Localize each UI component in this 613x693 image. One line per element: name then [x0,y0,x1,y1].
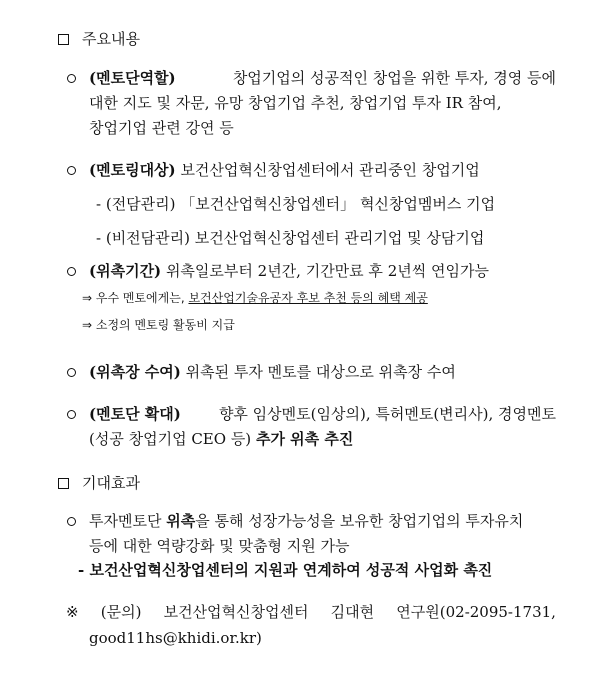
section-checkbox-icon [58,34,69,45]
effects-line1 [89,511,523,531]
certificate-label: (위촉장 수여) [89,363,181,381]
effects-text1b: 을 통해 성장가능성을 보유한 창업기업의 투자유치 [195,512,524,530]
mentor-role-line3: 창업기업 관련 강연 등 [89,119,234,137]
bullet-circle-icon [67,517,76,526]
expansion-line2 [89,429,353,449]
contact-org: 보건산업혁신창업센터 [163,603,309,621]
non-dedicated-management: - (비전담관리) 보건산업혁신창업센터 관리기업 및 상담기업 [96,229,485,247]
benefit-line [82,288,428,308]
contact-email: good11hs@khidi.or.kr) [89,629,262,647]
expansion-label: (멘토단 확대) [89,405,181,423]
expense-line: ⇒ 소정의 멘토링 활동비 지급 [82,318,235,332]
expansion-line1 [89,404,556,424]
term-label: (위촉기간) [89,262,162,280]
effects-line2: 등에 대한 역량강화 및 맞춤형 지원 가능 [89,537,350,555]
contact-phone: 연구원(02-2095-1731, [396,603,556,621]
mentor-role-label: (멘토단역할) [89,69,176,87]
bullet-circle-icon [67,368,76,377]
mentor-role-line2: 대한 지도 및 자문, 유망 창업기업 추천, 창업기업 투자 IR 참여, [89,94,502,112]
expansion-text2: (성공 창업기업 CEO 등) [89,430,252,448]
mentoring-target-text: 보건산업혁신창업센터에서 관리중인 창업기업 [180,161,480,179]
expansion-text1: 향후 임상멘토(임상의), 특허멘토(변리사), 경영멘토 [218,405,556,423]
section-title-effects: 기대효과 [82,474,140,492]
reference-mark-icon: ※ [66,603,79,621]
effects-text1-bold: 위촉 [166,512,196,530]
mentoring-target-line [89,160,480,180]
bullet-circle-icon [67,410,76,419]
benefit-underlined: 보건산업기술유공자 후보 추천 등의 혜택 제공 [188,291,428,305]
effects-line3: - 보건산업혁신창업센터의 지원과 연계하여 성공적 사업화 촉진 [78,561,493,579]
mentor-role-line1 [89,68,556,88]
certificate-line [89,362,456,382]
contact-line [66,602,556,622]
section-checkbox-icon [58,478,69,489]
bullet-circle-icon [67,166,76,175]
contact-label: (문의) [100,603,142,621]
mentoring-target-label: (멘토링대상) [89,161,176,179]
expansion-text2-bold: 추가 위촉 추진 [255,430,354,448]
benefit-prefix: ⇒ 우수 멘토에게는, [82,291,189,305]
bullet-circle-icon [67,267,76,276]
effects-text1a: 투자멘토단 [89,512,162,530]
certificate-text: 위촉된 투자 멘토를 대상으로 위촉장 수여 [185,363,456,381]
dedicated-management: - (전담관리) 「보건산업혁신창업센터」 혁신창업멤버스 기업 [96,195,496,213]
section-title-main: 주요내용 [82,30,140,48]
bullet-circle-icon [67,74,76,83]
term-text: 위촉일로부터 2년간, 기간만료 후 2년씩 연임가능 [165,262,489,280]
term-line [89,261,489,281]
mentor-role-text1: 창업기업의 성공적인 창업을 위한 투자, 경영 등에 [232,69,556,87]
contact-name: 김대현 [330,603,375,621]
